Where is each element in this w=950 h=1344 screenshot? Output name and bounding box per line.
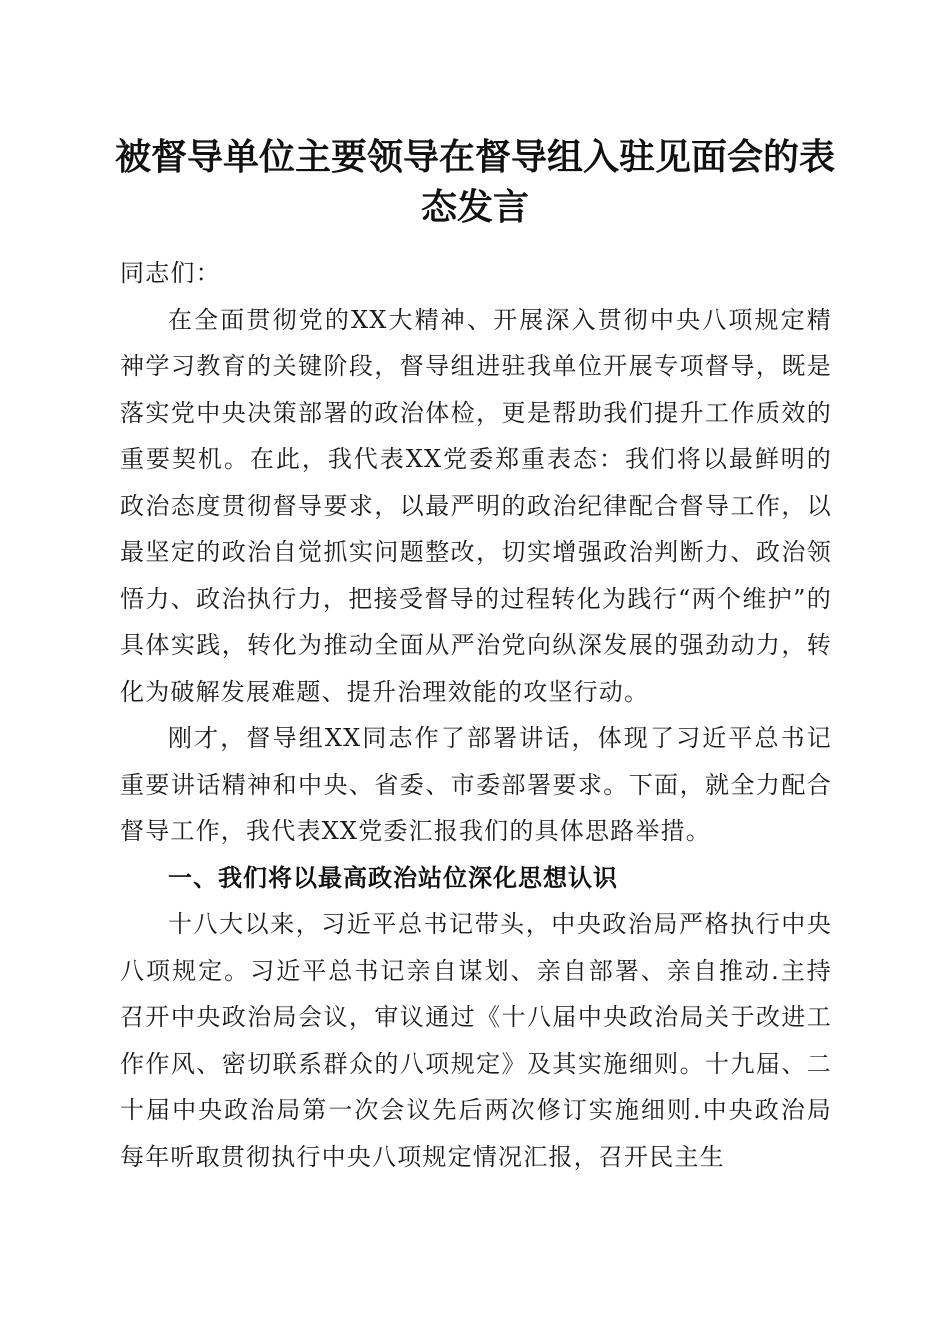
salutation: 同志们： bbox=[120, 259, 221, 287]
document-body bbox=[120, 250, 832, 1180]
document-title: 被督导单位主要领导在督导组入驻见面会的表态发言 bbox=[114, 136, 835, 228]
body-paragraph-2: 刚才，督导组XX同志作了部署讲话，体现了习近平总书记重要讲话精神和中央、省委、市委部署要求。下面，就全力配合督导工作，我代表XX党委汇报我们的具体思路举措。 bbox=[120, 724, 832, 845]
section-1-paragraph: 十八大以来，习近平总书记带头，中央政治局严格执行中央八项规定。习近平总书记亲自谋划、亲自部署、亲自推动.主持召开中央政治局会议，审议通过《十八届中央政治局关于改进工作作风、密切联系群众的八项规定》及其实施细则。十九届、二十届中央政治局第一次会议先后两次修订实施细则.中央政治局每年听取贯彻执行中央八项规定情况汇报，召开民主生 bbox=[120, 910, 832, 1171]
body-paragraph-1: 在全面贯彻党的XX大精神、开展深入贯彻中央八项规定精神学习教育的关键阶段，督导组进驻我单位开展专项督导，既是落实党中央决策部署的政治体检，更是帮助我们提升工作质效的重要契机。在此，我代表XX党委郑重表态：我们将以最鲜明的政治态度贯彻督导要求，以最严明的政治纪律配合督导工作，以最坚定的政治自觉抓实问题整改，切实增强政治判断力、政治领悟力、政治执行力，把接受督导的过程转化为践行“两个维护”的具体实践，转化为推动全面从严治党向纵深发展的强劲动力，转化为破解发展难题、提升治理效能的攻坚行动。 bbox=[120, 305, 832, 706]
section-heading-1: 一、我们将以最高政治站位深化思想认识 bbox=[168, 863, 618, 892]
